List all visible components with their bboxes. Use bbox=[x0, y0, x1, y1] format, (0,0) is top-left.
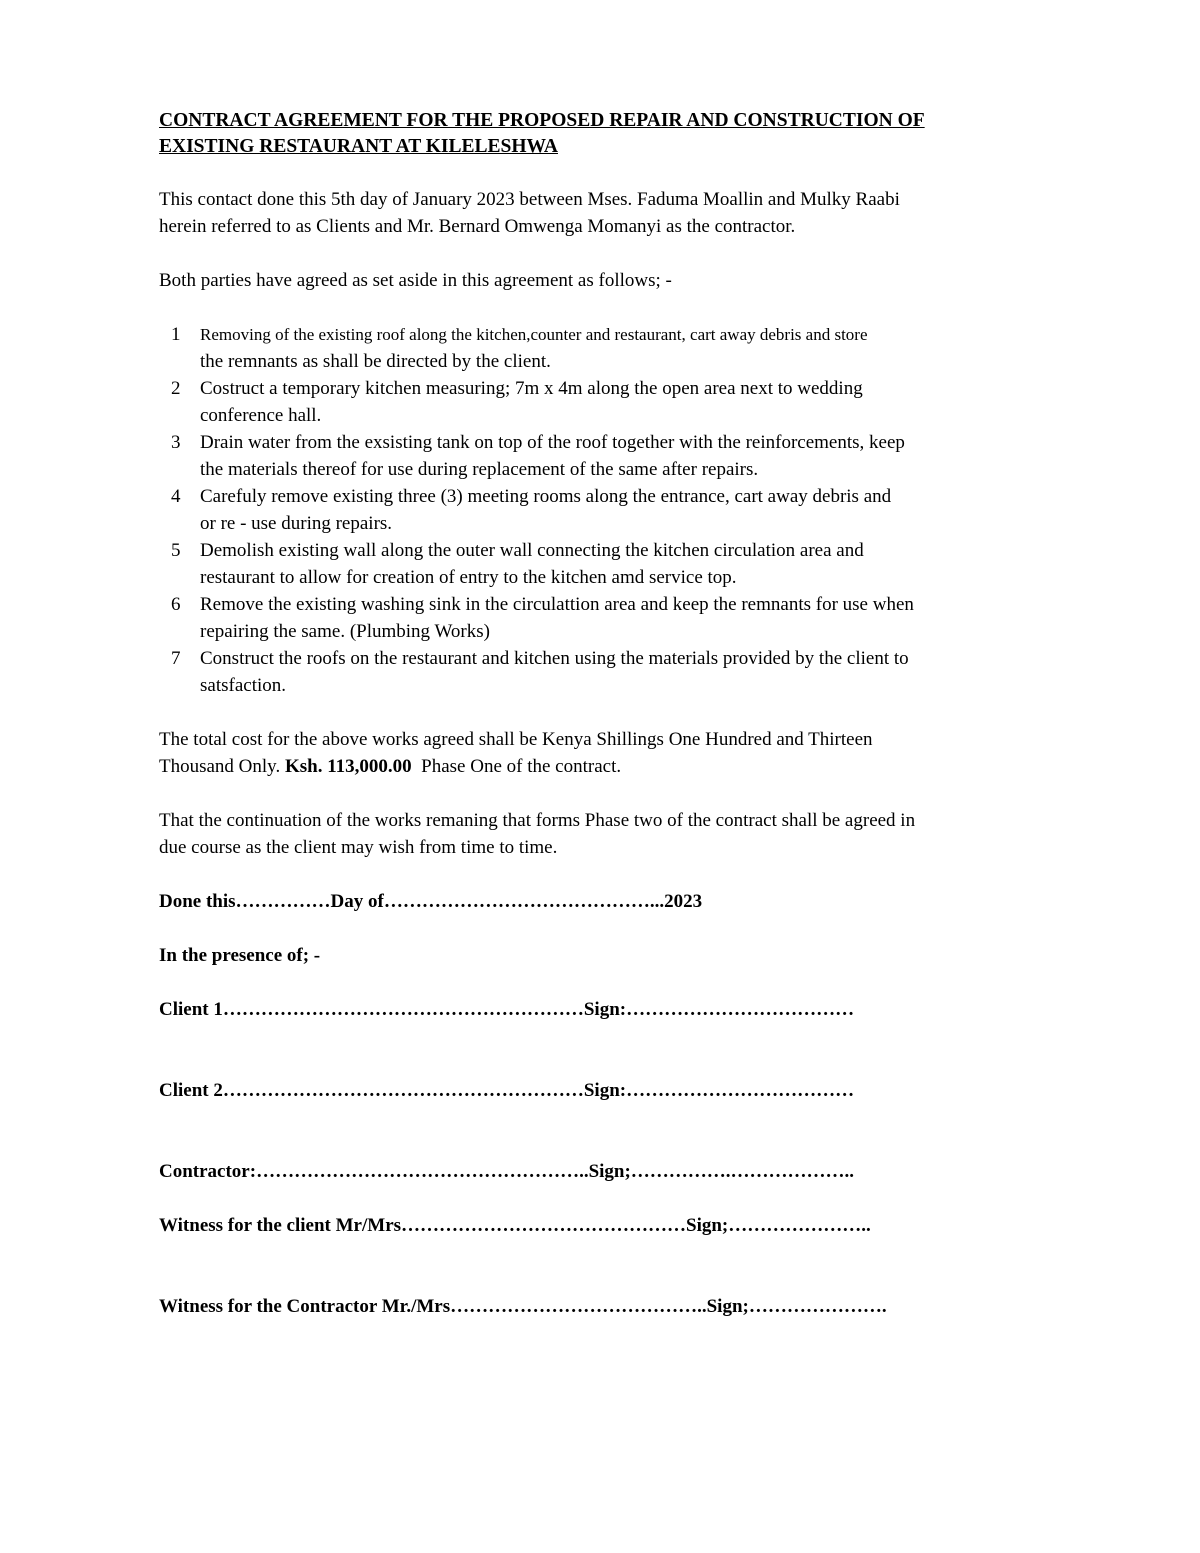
works-list bbox=[159, 321, 1019, 699]
intro-line-2: herein referred to as Clients and Mr. Bernard Omwenga Momanyi as the contractor. bbox=[159, 216, 796, 237]
item-line-2: repairing the same. (Plumbing Works) bbox=[200, 621, 490, 642]
item-line-2: the remnants as shall be directed by the client. bbox=[200, 351, 551, 372]
contract-document bbox=[159, 108, 1019, 1320]
item-line-1: Construct the roofs on the restaurant and kitchen using the materials provided by the client to bbox=[200, 648, 909, 669]
cost-line-2-suffix: Phase One of the contract. bbox=[411, 756, 622, 777]
document-title bbox=[159, 108, 1019, 160]
item-line-1: Demolish existing wall along the outer wall connecting the kitchen circulation area and bbox=[200, 540, 864, 561]
continuation-line-2: due course as the client may wish from time to time. bbox=[159, 837, 558, 858]
item-number: 1 bbox=[171, 324, 181, 345]
client-1-signature-line[interactable]: Client 1…………………………………………………Sign:……………………………… bbox=[159, 999, 855, 1020]
cost-line-2 bbox=[159, 753, 1019, 780]
presence-heading: In the presence of; - bbox=[159, 945, 321, 966]
item-line-1: Carefuly remove existing three (3) meeting rooms along the entrance, cart away debris and bbox=[200, 486, 892, 507]
item-number: 4 bbox=[171, 486, 181, 507]
item-line-1: Drain water from the exsisting tank on top of the roof together with the reinforcements, keep bbox=[200, 432, 905, 453]
item-number: 6 bbox=[171, 594, 181, 615]
item-line-1: Remove the existing washing sink in the circulattion area and keep the remnants for use when bbox=[200, 594, 914, 615]
list-item bbox=[159, 483, 1019, 537]
item-number: 5 bbox=[171, 540, 181, 561]
item-number: 2 bbox=[171, 378, 181, 399]
item-line-2: the materials thereof for use during replacement of the same after repairs. bbox=[200, 459, 759, 480]
cost-line-2-prefix: Thousand Only. bbox=[159, 756, 285, 777]
list-item bbox=[159, 429, 1019, 483]
cost-paragraph bbox=[159, 726, 1019, 780]
continuation-line-1: That the continuation of the works remaning that forms Phase two of the contract shall be agreed in bbox=[159, 810, 916, 831]
continuation-paragraph bbox=[159, 807, 1019, 861]
title-line-1: CONTRACT AGREEMENT FOR THE PROPOSED REPAIR AND CONSTRUCTION OF bbox=[159, 110, 925, 131]
item-line-2: satsfaction. bbox=[200, 675, 287, 696]
client-2-signature-line[interactable]: Client 2…………………………………………………Sign:……………………………… bbox=[159, 1080, 855, 1101]
client-witness-signature-line[interactable]: Witness for the client Mr/Mrs………………………………………Sign;………………….. bbox=[159, 1215, 871, 1236]
list-item bbox=[159, 375, 1019, 429]
list-item bbox=[159, 537, 1019, 591]
cost-amount: Ksh. 113,000.00 bbox=[284, 756, 412, 777]
item-number: 7 bbox=[171, 648, 181, 669]
cost-line-1: The total cost for the above works agreed shall be Kenya Shillings One Hundred and Thirteen bbox=[159, 729, 873, 750]
item-line-2: or re - use during repairs. bbox=[200, 513, 393, 534]
list-item bbox=[159, 321, 1019, 375]
list-item bbox=[159, 591, 1019, 645]
title-line-2: EXISTING RESTAURANT AT KILELESHWA bbox=[159, 136, 558, 157]
contractor-signature-line[interactable]: Contractor:……………………………………………..Sign;…………….……………….. bbox=[159, 1161, 855, 1182]
intro-line-1: This contact done this 5th day of January 2023 between Mses. Faduma Moallin and Mulky Raabi bbox=[159, 189, 900, 210]
list-item bbox=[159, 645, 1019, 699]
item-line-2: conference hall. bbox=[200, 405, 322, 426]
intro-paragraph bbox=[159, 186, 1019, 240]
done-date-line[interactable]: Done this……………Day of……………………………………...2023 bbox=[159, 891, 703, 912]
item-line-1: Removing of the existing roof along the kitchen,counter and restaurant, cart away debris and store bbox=[200, 325, 868, 344]
item-line-1: Costruct a temporary kitchen measuring; 7m x 4m along the open area next to wedding bbox=[200, 378, 863, 399]
item-line-2: restaurant to allow for creation of entry to the kitchen amd service top. bbox=[200, 567, 737, 588]
item-number: 3 bbox=[171, 432, 181, 453]
agreement-statement: Both parties have agreed as set aside in this agreement as follows; - bbox=[159, 270, 672, 291]
contractor-witness-signature-line[interactable]: Witness for the Contractor Mr./Mrs…………………………………..Sign;…………………. bbox=[159, 1296, 887, 1317]
